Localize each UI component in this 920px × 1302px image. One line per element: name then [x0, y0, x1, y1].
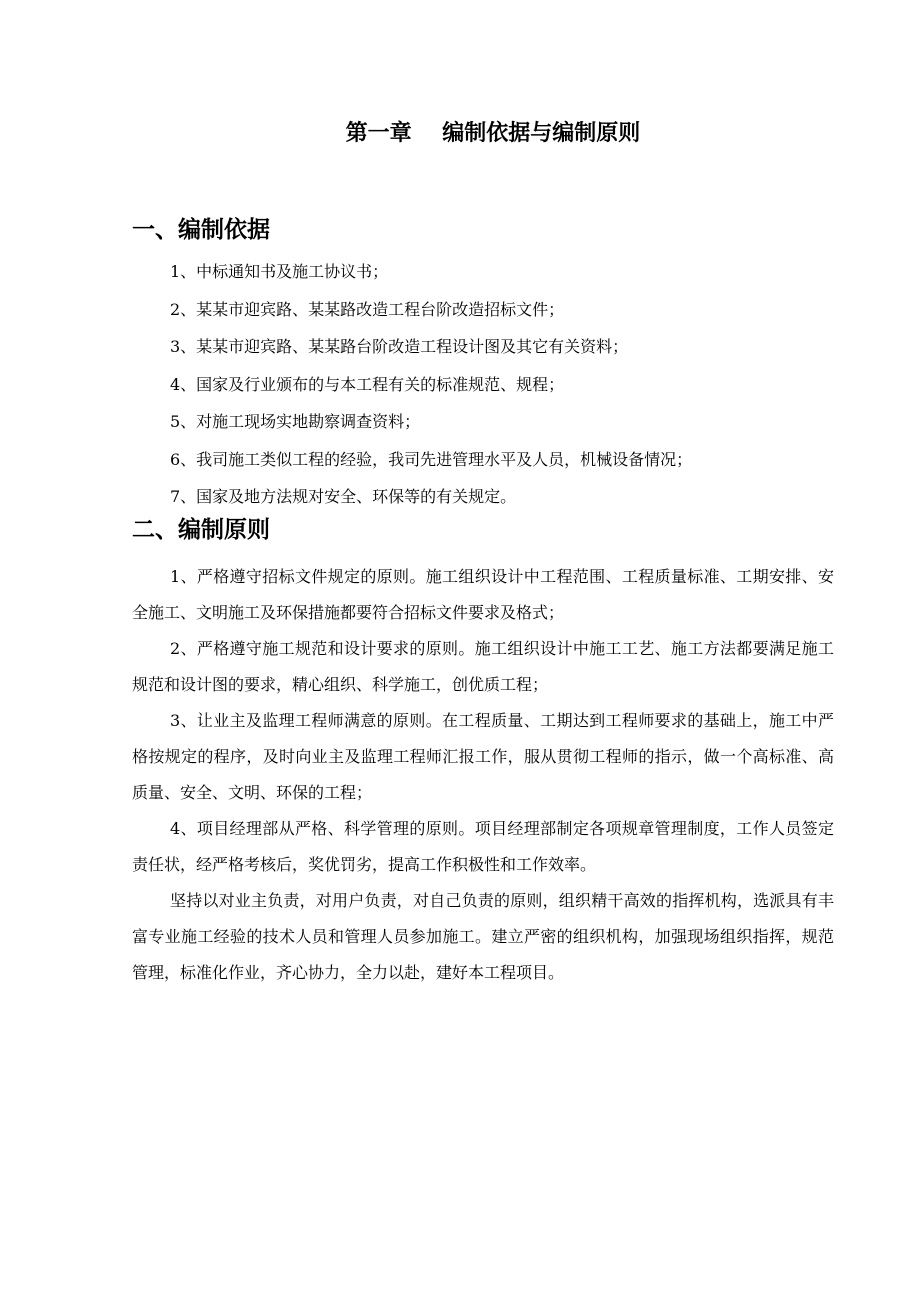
list-item: 6、我司施工类似工程的经验，我司先进管理水平及人员，机械设备情况；: [170, 449, 693, 469]
list-item: 2、某某市迎宾路、某某路改造工程台阶改造招标文件；: [170, 299, 565, 319]
list-item: 3、某某市迎宾路、某某路台阶改造工程设计图及其它有关资料；: [170, 337, 629, 356]
section-heading-principles: 二、编制原则: [132, 517, 270, 543]
paragraph: 2、严格遵守施工规范和设计要求的原则。施工组织设计中施工工艺、施工方法都要满足施工规范和设计图的要求，精心组织、科学施工，创优质工程；: [132, 639, 834, 694]
paragraph: 3、让业主及监理工程师满意的原则。在工程质量、工期达到工程师要求的基础上，施工中严格按规定的程序，及时向业主及监理工程师汇报工作，服从贯彻工程师的指示，做一个高标准、高质量、安全、文明、环保的工程；: [132, 711, 834, 802]
chapter-title: 第一章 编制依据与编制原则: [345, 121, 641, 146]
list-item: 4、国家及行业颁布的与本工程有关的标准规范、规程；: [170, 374, 565, 394]
basis-list: [170, 257, 692, 520]
paragraph: 坚持以对业主负责，对用户负责，对自己负责的原则，组织精干高效的指挥机构，选派具有丰富专业施工经验的技术人员和管理人员参加施工。建立严密的组织机构，加强现场组织指挥，规范管理，标准化作业，齐心协力，全力以赴，建好本工程项目。: [132, 891, 834, 982]
list-item: 7、国家及地方法规对安全、环保等的有关规定。: [170, 487, 517, 506]
list-item: 5、对施工现场实地勘察调查资料；: [170, 412, 421, 431]
list-item: 1、中标通知书及施工协议书；: [170, 262, 389, 281]
paragraph: 1、严格遵守招标文件规定的原则。施工组织设计中工程范围、工程质量标准、工期安排、安全施工、文明施工及环保措施都要符合招标文件要求及格式；: [132, 567, 834, 622]
paragraph: 4、项目经理部从严格、科学管理的原则。项目经理部制定各项规章管理制度，工作人员签定责任状，经严格考核后，奖优罚劣，提高工作积极性和工作效率。: [132, 819, 834, 874]
section-heading-basis: 一、编制依据: [132, 217, 270, 243]
principles-body: [132, 559, 834, 991]
